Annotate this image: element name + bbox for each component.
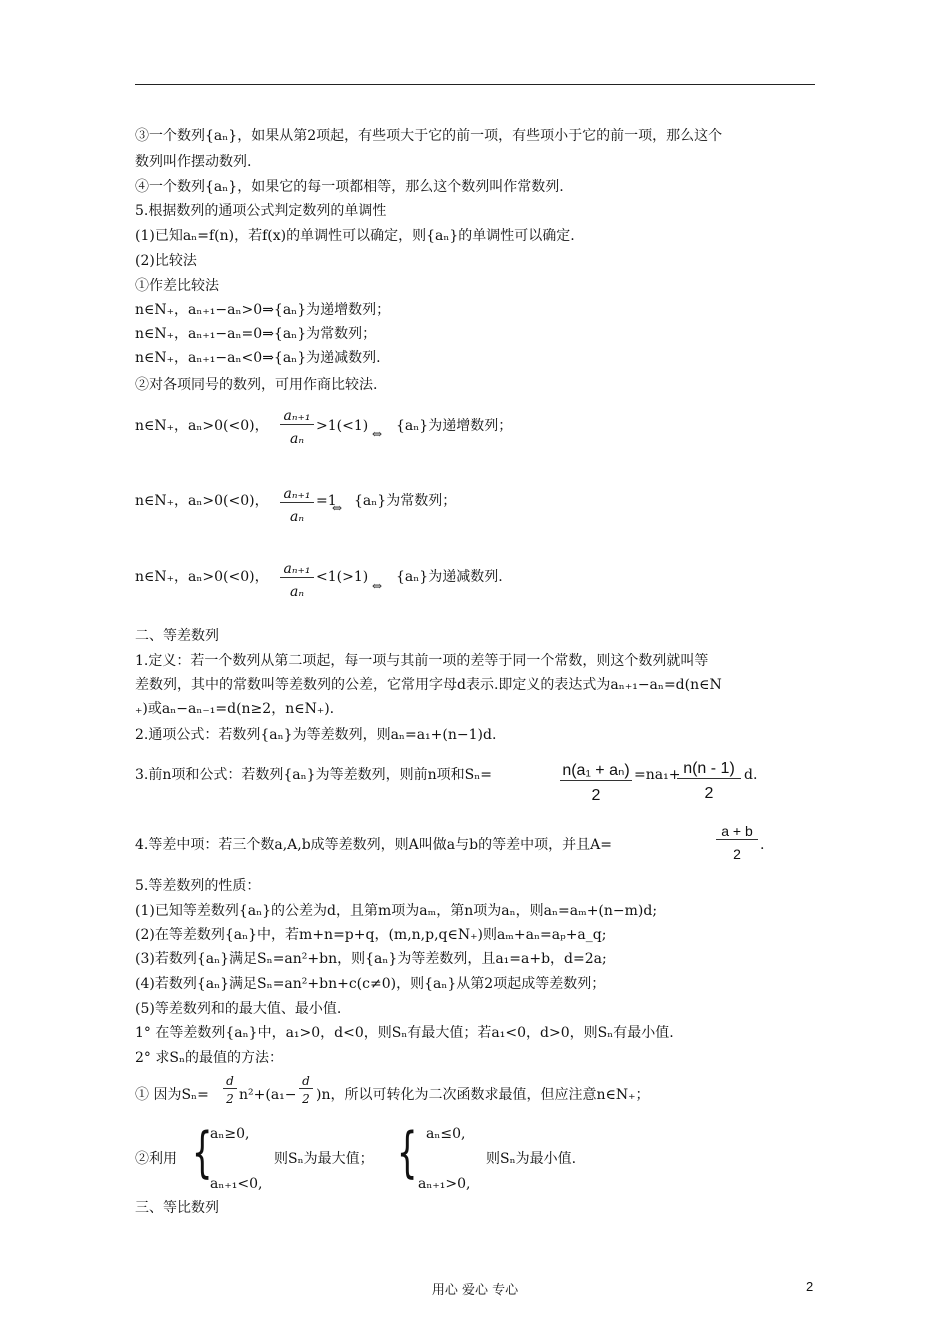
fraction-numerator: aₙ₊₁ <box>280 561 314 578</box>
text-line: n∈N₊，aₙ₊₁−aₙ=0⇒{aₙ}为常数列； <box>135 326 377 342</box>
quotient-row-1-relation: >1(<1) <box>316 418 369 434</box>
quotient-fraction <box>280 408 314 447</box>
sum-fraction-2 <box>677 760 741 803</box>
section-heading: 二、等差数列 <box>135 628 219 644</box>
quotient-row-2-condition: n∈N₊，aₙ>0(<0)， <box>135 493 269 509</box>
text-line: (1)已知等差数列{aₙ}的公差为d，且第m项为aₘ，第n项为aₙ，则aₙ=aₘ+(n−m)d; <box>135 903 658 919</box>
quotient-row-2-relation: =1 <box>316 493 337 509</box>
text-line: n∈N₊，aₙ₊₁−aₙ<0⇒{aₙ}为递减数列. <box>135 350 381 366</box>
quotient-fraction <box>280 486 314 525</box>
text-line: (2)在等差数列{aₙ}中，若m+n=p+q，(m,n,p,q∈N₊)则aₘ+aₙ=aₚ+a_q; <box>135 927 607 943</box>
quotient-row-3-relation: <1(>1) <box>316 569 369 585</box>
mean-fraction <box>716 823 758 862</box>
text-line: 数列叫作摆动数列. <box>135 154 252 170</box>
fraction-denominator: 2 <box>704 785 714 802</box>
page-footer: 用心 爱心 专心 <box>431 1283 519 1298</box>
fraction-numerator: aₙ₊₁ <box>280 408 314 425</box>
page-number: 2 <box>806 1279 814 1294</box>
text-line: ②对各项同号的数列，可用作商比较法. <box>135 377 378 393</box>
text-line: ③一个数列{aₙ}，如果从第2项起，有些项大于它的前一项，有些项小于它的前一项，那么这个 <box>135 128 723 144</box>
quotient-row-2-result: {aₙ}为常数列； <box>354 493 457 509</box>
fraction-denominator: 2 <box>226 1092 234 1106</box>
condition-top: aₙ≤0, <box>426 1126 466 1142</box>
method-2-min: 则Sₙ为最小值. <box>486 1151 577 1167</box>
quotient-row-1-condition: n∈N₊，aₙ>0(<0)， <box>135 418 269 434</box>
fraction-denominator: aₙ <box>289 509 305 525</box>
section-heading: 5.根据数列的通项公式判定数列的单调性 <box>135 203 387 219</box>
fraction-numerator: a + b <box>716 823 758 840</box>
mean-formula-prefix: 4.等差中项：若三个数a,A,b成等差数列，则A叫做a与b的等差中项，并且A= <box>135 837 612 853</box>
text-line: 2.通项公式：若数列{aₙ}为等差数列，则aₙ=a₁+(n−1)d. <box>135 727 497 743</box>
sum-fraction-1 <box>560 760 632 805</box>
quotient-row-3-condition: n∈N₊，aₙ>0(<0)， <box>135 569 269 585</box>
text-line: (1)已知aₙ=f(n)，若f(x)的单调性可以确定，则{aₙ}的单调性可以确定. <box>135 228 575 244</box>
text-line: ④一个数列{aₙ}，如果它的每一项都相等，那么这个数列叫作常数列. <box>135 179 564 195</box>
fraction-numerator: n(a₁ + aₙ) <box>560 760 632 781</box>
method-2-prefix: ②利用 <box>135 1151 177 1167</box>
text-line: (5)等差数列和的最大值、最小值. <box>135 1001 342 1017</box>
text-line: (3)若数列{aₙ}满足Sₙ=an²+bn，则{aₙ}为等差数列，且a₁=a+b，d=2a; <box>135 951 607 967</box>
fraction-numerator: d <box>223 1074 237 1089</box>
fraction-denominator: aₙ <box>289 584 305 600</box>
left-brace-icon: { <box>191 1121 213 1184</box>
sum-formula-middle: =na₁+ <box>634 767 681 783</box>
equivalence-arrow: ⇔ <box>372 579 383 593</box>
text-line: 1.定义：若一个数列从第二项起，每一项与其前一项的差等于同一个常数，则这个数列就叫等 <box>135 653 709 669</box>
method-2-max: 则Sₙ为最大值； <box>274 1151 374 1167</box>
condition-top: aₙ≥0, <box>210 1126 250 1142</box>
method-1-middle: n²+(a₁− <box>239 1087 297 1103</box>
fraction-denominator: aₙ <box>289 431 305 447</box>
section-heading: 三、等比数列 <box>135 1200 219 1216</box>
fraction-numerator: aₙ₊₁ <box>280 486 314 503</box>
text-line: 差数列，其中的常数叫等差数列的公差，它常用字母d表示.即定义的表达式为aₙ₊₁−aₙ=d(n∈N <box>135 677 722 693</box>
text-line: ①作差比较法 <box>135 278 219 294</box>
fraction-denominator: 2 <box>733 846 741 862</box>
sum-formula-suffix: d. <box>744 767 758 783</box>
equivalence-arrow: ⇔ <box>372 427 383 441</box>
text-line: 1° 在等差数列{aₙ}中，a₁>0，d<0，则Sₙ有最大值；若a₁<0，d>0，则Sₙ有最小值. <box>135 1025 674 1041</box>
method-1-prefix: ① 因为Sₙ= <box>135 1087 209 1103</box>
fraction-denominator: 2 <box>591 787 601 804</box>
fraction-numerator: n(n - 1) <box>677 760 741 779</box>
quotient-row-1-result: {aₙ}为递增数列； <box>396 418 513 434</box>
section-heading: 5.等差数列的性质： <box>135 878 261 894</box>
quotient-fraction <box>280 561 314 600</box>
method-1-fraction-2 <box>299 1074 313 1106</box>
equivalence-arrow: ⇔ <box>332 501 343 515</box>
fraction-numerator: d <box>299 1074 313 1089</box>
text-line: n∈N₊，aₙ₊₁−aₙ>0⇒{aₙ}为递增数列； <box>135 302 391 318</box>
method-1-suffix: )n，所以可转化为二次函数求最值，但应注意n∈N₊； <box>316 1087 650 1103</box>
header-rule <box>135 84 815 85</box>
text-line: (2)比较法 <box>135 253 197 269</box>
left-brace-icon: { <box>396 1121 418 1184</box>
text-line: (4)若数列{aₙ}满足Sₙ=an²+bn+c(c≠0)，则{aₙ}从第2项起成等差数列； <box>135 976 606 992</box>
text-line: ₊)或aₙ−aₙ₋₁=d(n≥2，n∈N₊). <box>135 701 335 717</box>
quotient-row-3-result: {aₙ}为递减数列. <box>396 569 503 585</box>
condition-bottom: aₙ₊₁>0, <box>418 1176 471 1192</box>
method-1-fraction-1 <box>223 1074 237 1106</box>
text-line: 2° 求Sₙ的最值的方法： <box>135 1050 284 1066</box>
mean-formula-suffix: . <box>760 837 765 853</box>
sum-formula-prefix: 3.前n项和公式：若数列{aₙ}为等差数列，则前n项和Sₙ= <box>135 767 492 783</box>
fraction-denominator: 2 <box>302 1092 310 1106</box>
condition-bottom: aₙ₊₁<0, <box>210 1176 263 1192</box>
